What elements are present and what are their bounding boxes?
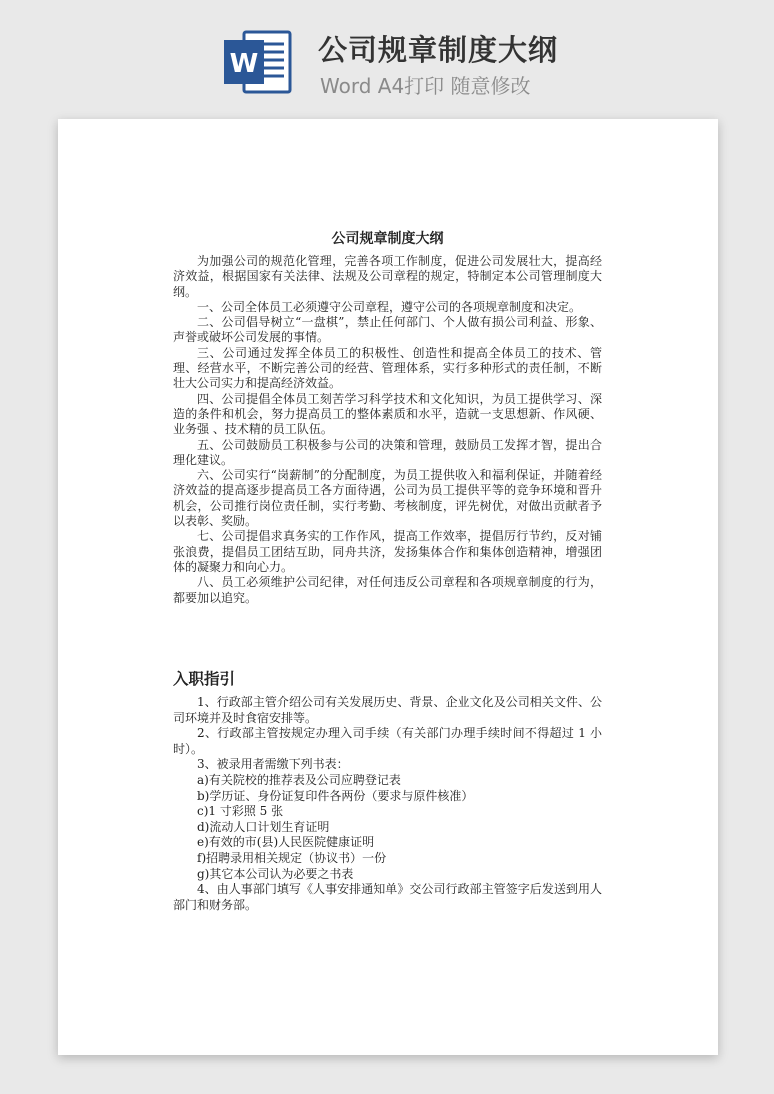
onboarding-section-body [173, 695, 602, 913]
document-title: 公司规章制度大纲 [331, 231, 444, 247]
rule-paragraph-2: 二、公司倡导树立“一盘棋”，禁止任何部门、个人做有损公司利益、形象、声誉或破坏公司发展的事情。 [173, 315, 602, 345]
rule-paragraph-7: 七、公司提倡求真务实的工作作风，提高工作效率，提倡厉行节约，反对铺张浪费，提倡员工团结互助，同舟共济，发扬集体合作和集体创造精神，增强团体的凝聚力和向心力。 [173, 529, 602, 574]
onboarding-item-2: 2、行政部主管按规定办理入司手续（有关部门办理手续时间不得超过 1 小时）。 [173, 726, 602, 756]
onboarding-subitem-f: f)招聘录用相关规定（协议书）一份 [197, 850, 387, 865]
header-subtitle: Word A4打印 随意修改 [320, 74, 531, 98]
onboarding-subitem-e: e)有效的市(县)人民医院健康证明 [197, 835, 375, 850]
section-title-onboarding: 入职指引 [173, 670, 236, 688]
rule-paragraph-8: 八、员工必须维护公司纪律，对任何违反公司章程和各项规章制度的行为，都要加以追究。 [173, 575, 602, 605]
rule-paragraph-1: 一、公司全体员工必须遵守公司章程，遵守公司的各项规章制度和决定。 [197, 299, 582, 314]
word-icon-letter: W [229, 49, 259, 79]
onboarding-subitem-d: d)流动人口计划生育证明 [197, 819, 330, 834]
rule-paragraph-6: 六、公司实行“岗薪制”的分配制度，为员工提供收入和福利保证，并随着经济效益的提高逐步提高员工各方面待遇，公司为员工提供平等的竞争环境和晋升机会，公司推行岗位责任制，实行考勤、考核制度，评先树优，对做出贡献者予以表彰、奖励。 [173, 468, 602, 529]
onboarding-item-3: 3、被录用者需缴下列书表： [197, 757, 349, 772]
document-body [173, 229, 602, 606]
onboarding-subitem-c: c)1 寸彩照 5 张 [197, 804, 284, 819]
word-document-icon [222, 26, 294, 98]
intro-paragraph: 为加强公司的规范化管理，完善各项工作制度，促进公司发展壮大，提高经济效益，根据国家有关法律、法规及公司章程的规定，特制定本公司管理制度大纲。 [173, 254, 602, 299]
onboarding-subitem-g: g)其它本公司认为必要之书表 [197, 866, 354, 881]
onboarding-subitem-a: a)有关院校的推荐表及公司应聘登记表 [197, 772, 401, 787]
header-title: 公司规章制度大纲 [318, 33, 559, 67]
preview-header [0, 0, 774, 118]
onboarding-subitem-b: b)学历证、身份证复印件各两份（要求与原件核准） [197, 788, 474, 803]
rule-paragraph-5: 五、公司鼓励员工积极参与公司的决策和管理，鼓励员工发挥才智，提出合理化建议。 [173, 437, 602, 467]
rule-paragraph-4: 四、公司提倡全体员工刻苦学习科学技术和文化知识，为员工提供学习、深造的条件和机会，努力提高员工的整体素质和水平，造就一支思想新、作风硬、业务强 、技术精的员工队伍。 [173, 391, 602, 437]
rule-paragraph-3: 三、公司通过发挥全体员工的积极性、创造性和提高全体员工的技术、管理、经营水平，不断完善公司的经营、管理体系，实行多种形式的责任制，不断壮大公司实力和提高经济效益。 [173, 345, 602, 391]
onboarding-item-4: 4、由人事部门填写《人事安排通知单》交公司行政部主管签字后发送到用人部门和财务部。 [173, 882, 602, 912]
document-page [58, 119, 718, 1055]
onboarding-item-1: 1、行政部主管介绍公司有关发展历史、背景、企业文化及公司相关文件、公司环境并及时食宿安排等。 [173, 695, 602, 725]
